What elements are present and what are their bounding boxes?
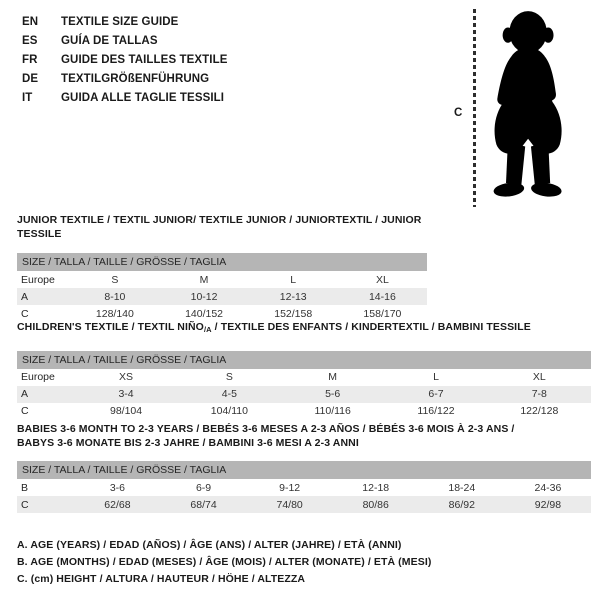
language-code: ES (22, 35, 38, 47)
children-size-header-bar: SIZE / TALLA / TAILLE / GRÖSSE / TAGLIA (17, 351, 591, 369)
language-row (22, 70, 228, 89)
row-label: C (21, 405, 29, 417)
language-title: GUIDA ALLE TAGLIE TESSILI (61, 92, 225, 104)
height-cell: 116/122 (417, 405, 455, 417)
size-cell: XL (375, 273, 389, 286)
table-row (17, 288, 427, 305)
size-cell: M (199, 273, 209, 286)
children-section-title (17, 321, 591, 337)
language-row (22, 51, 228, 70)
babies-section-title-line1: BABIES 3-6 MONTH TO 2-3 YEARS / BEBÉS 3-6 MESES A 2-3 AÑOS / BÉBÉS 3-6 MOIS À 2-3 ANS / (17, 423, 515, 435)
height-cell: 104/110 (210, 405, 248, 417)
junior-size-table (17, 271, 427, 322)
size-cell: S (225, 371, 233, 383)
row-label: A (21, 388, 29, 400)
language-title: TEXTILE SIZE GUIDE (61, 16, 179, 28)
size-cell: M (328, 371, 338, 383)
age-cell: 10-12 (190, 290, 218, 303)
height-cell: 110/116 (314, 405, 351, 417)
row-label: C (21, 307, 29, 320)
row-label: C (21, 498, 29, 511)
legend-line-a: A. AGE (YEARS) / EDAD (AÑOS) / ÂGE (ANS) / ALTER (JAHRE) / ETÀ (ANNI) (17, 539, 402, 551)
legend-line-c: C. (cm) HEIGHT / ALTURA / HAUTEUR / HÖHE / ALTEZZA (17, 573, 306, 585)
babies-size-table (17, 479, 591, 513)
legend-line-b: B. AGE (MONTHS) / EDAD (MESES) / ÂGE (MOIS) / ALTER (MONATE) / ETÀ (MESI) (17, 556, 432, 568)
language-title: GUIDE DES TAILLES TEXTILE (61, 54, 228, 66)
language-title-block (22, 13, 228, 108)
age-cell: 6-7 (428, 388, 444, 400)
table-row (17, 479, 591, 496)
age-cell: 12-18 (362, 481, 390, 494)
language-row (22, 89, 228, 108)
height-cell: 74/80 (276, 498, 303, 511)
row-label: Europe (21, 371, 55, 383)
language-code: DE (22, 73, 39, 85)
children-title-post: / TEXTILE DES ENFANTS / KINDERTEXTIL / BAMBINI TESSILE (211, 321, 531, 333)
height-cell: 86/92 (448, 498, 475, 511)
row-label: B (21, 481, 29, 494)
children-title-subscript: /A (203, 325, 212, 334)
height-measure-figure (450, 6, 592, 212)
language-code: EN (22, 16, 39, 28)
height-cell: 68/74 (190, 498, 217, 511)
children-size-table (17, 369, 591, 420)
age-cell: 8-10 (104, 290, 126, 303)
height-cell: 152/158 (274, 307, 313, 320)
height-measure-label: C (454, 107, 463, 119)
babies-section (17, 423, 591, 513)
height-cell: 122/128 (520, 405, 559, 417)
language-row (22, 32, 228, 51)
age-cell: 3-6 (109, 481, 126, 494)
language-code: IT (22, 92, 33, 104)
height-cell: 158/170 (363, 307, 402, 320)
age-cell: 14-16 (368, 290, 396, 303)
height-cell: 98/104 (109, 405, 143, 417)
children-title-pre: CHILDREN'S TEXTILE / TEXTIL NIÑO (17, 321, 204, 333)
height-cell: 128/140 (95, 307, 134, 320)
age-cell: 18-24 (448, 481, 476, 494)
age-cell: 9-12 (279, 481, 301, 494)
table-row (17, 305, 427, 322)
table-row (17, 386, 591, 403)
table-row (17, 369, 591, 386)
age-cell: 7-8 (531, 388, 547, 400)
height-cell: 62/68 (104, 498, 131, 511)
row-label: Europe (21, 273, 55, 286)
height-cell: 80/86 (362, 498, 389, 511)
junior-section-title: JUNIOR TEXTILE / TEXTIL JUNIOR/ TEXTILE JUNIOR / JUNIORTEXTIL / JUNIOR TESSILE (17, 214, 422, 240)
language-code: FR (22, 54, 38, 66)
babies-size-header-bar: SIZE / TALLA / TAILLE / GRÖSSE / TAGLIA (17, 461, 591, 479)
height-dotted-line (473, 9, 476, 207)
size-cell: XL (532, 371, 546, 383)
junior-section (17, 214, 427, 322)
age-cell: 3-4 (118, 388, 134, 400)
table-row (17, 403, 591, 420)
size-cell: L (433, 371, 439, 383)
junior-size-header-bar: SIZE / TALLA / TAILLE / GRÖSSE / TAGLIA (17, 253, 427, 271)
age-cell: 12-13 (279, 290, 307, 303)
age-cell: 24-36 (534, 481, 562, 494)
age-cell: 4-5 (221, 388, 237, 400)
legend-block (17, 537, 431, 588)
table-row (17, 271, 427, 288)
size-cell: L (290, 273, 297, 286)
size-cell: S (111, 273, 119, 286)
children-section (17, 321, 591, 420)
table-row (17, 496, 591, 513)
height-cell: 92/98 (534, 498, 562, 511)
size-cell: XS (119, 371, 134, 383)
babies-section-title-line2: BABYS 3-6 MONATE BIS 2-3 JAHRE / BAMBINI 3-6 MESI A 2-3 ANNI (17, 436, 359, 449)
language-title: TEXTILGRÖßENFÜHRUNG (61, 73, 210, 85)
row-label: A (21, 290, 29, 303)
language-row (22, 13, 228, 32)
language-title: GUÍA DE TALLAS (61, 35, 158, 47)
baby-silhouette-icon (482, 9, 578, 211)
age-cell: 5-6 (325, 388, 341, 400)
height-cell: 140/152 (185, 307, 224, 320)
age-cell: 6-9 (195, 481, 212, 494)
